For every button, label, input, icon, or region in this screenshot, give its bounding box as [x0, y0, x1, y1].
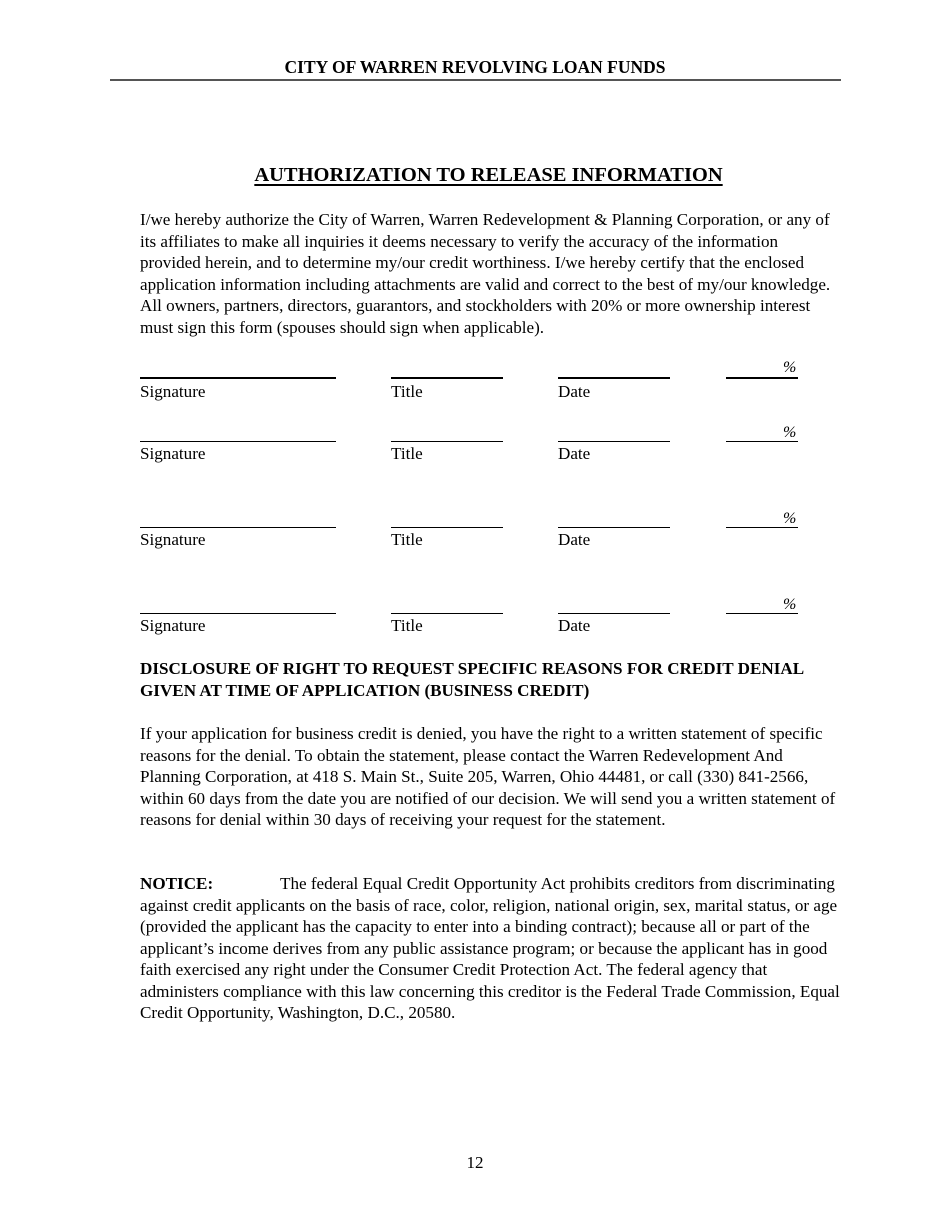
signature-row [0, 510, 950, 567]
signature-label: Signature [140, 382, 206, 401]
date-line[interactable] [558, 377, 670, 379]
title-line[interactable] [391, 377, 503, 379]
date-label: Date [558, 444, 591, 463]
signature-row [0, 596, 950, 653]
date-label: Date [558, 530, 591, 549]
percent-symbol: % [783, 510, 797, 527]
disclosure-heading: DISCLOSURE OF RIGHT TO REQUEST SPECIFIC REASONS FOR CREDIT DENIAL GIVEN AT TIME OF APPLICATION (BUSINESS CREDIT) [140, 659, 804, 700]
percent-symbol: % [783, 596, 797, 613]
authorization-paragraph: I/we hereby authorize the City of Warren, Warren Redevelopment & Planning Corporation, or any of its affiliates to make all inquiries it deems necessary to verify the accuracy of the information provided herein, and to determine my/our credit worthiness. I/we hereby certify that the enclosed application information including attachments are valid and correct to the best of my/our knowledge. All owners, partners, directors, guarantors, and stockholders with 20% or more ownership interest must sign this form (spouses should sign when applicable). [140, 210, 831, 337]
page-header: CITY OF WARREN REVOLVING LOAN FUNDS [284, 57, 666, 77]
signature-label: Signature [140, 444, 206, 463]
ownership-percent-line[interactable] [726, 377, 798, 379]
page-number: 12 [466, 1153, 484, 1172]
signature-row [0, 424, 950, 481]
signature-label: Signature [140, 616, 206, 635]
notice-text: The federal Equal Credit Opportunity Act prohibits creditors from discriminating against credit applicants on the basis of race, color, religion, national origin, sex, marital status, or age (provided the applicant has the capacity to enter into a binding contract); because all or part of the applicant’s income derives from any public assistance program; or because the applicant has in good faith exercised any right under the Consumer Credit Protection Act. The federal agency that administers compliance with this law concerning this creditor is the Federal Trade Commission, Equal Credit Opportunity, Washington, D.C., 20580. [140, 874, 840, 1022]
title-label: Title [391, 616, 423, 635]
date-line[interactable] [558, 441, 670, 442]
document-title-text: AUTHORIZATION TO RELEASE INFORMATION [254, 164, 723, 186]
date-label: Date [558, 616, 591, 635]
percent-symbol: % [783, 359, 797, 376]
percent-symbol: % [783, 424, 797, 441]
date-label: Date [558, 382, 591, 401]
title-label: Title [391, 444, 423, 463]
notice-label: NOTICE: [140, 874, 214, 893]
title-line[interactable] [391, 613, 503, 614]
date-line[interactable] [558, 527, 670, 528]
title-line[interactable] [391, 441, 503, 442]
date-line[interactable] [558, 613, 670, 614]
signature-line[interactable] [140, 613, 336, 614]
signature-line[interactable] [140, 377, 336, 379]
signature-label: Signature [140, 530, 206, 549]
signature-line[interactable] [140, 527, 336, 528]
title-label: Title [391, 382, 423, 401]
title-label: Title [391, 530, 423, 549]
signature-row [0, 359, 950, 417]
title-line[interactable] [391, 527, 503, 528]
notice-paragraph [140, 873, 840, 1024]
disclosure-paragraph: If your application for business credit is denied, you have the right to a written statement of specific reasons for the denial. To obtain the statement, please contact the Warren Redevelopment And Planning Corporation, at 418 S. Main St., Suite 205, Warren, Ohio 44481, or call (330) 841-2566, within 60 days from the date you are notified of our decision. We will send you a written statement of reasons for denial within 30 days of receiving your request for the statement. [140, 724, 836, 829]
signature-line[interactable] [140, 441, 336, 442]
document-title [140, 162, 837, 188]
header-rule [110, 79, 841, 81]
